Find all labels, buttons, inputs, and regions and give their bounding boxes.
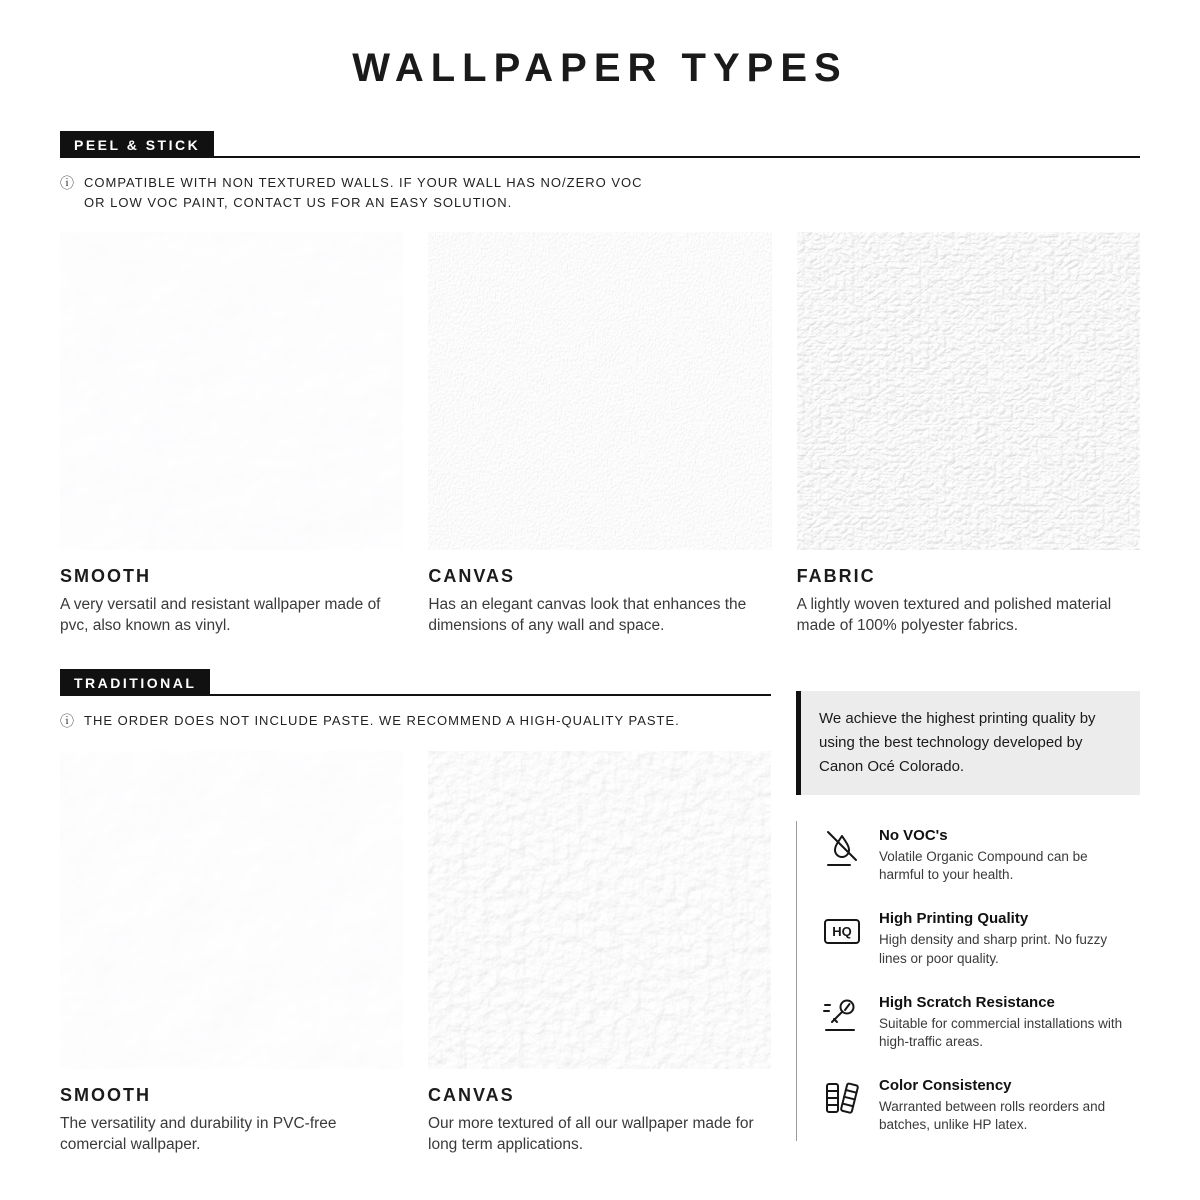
feature-title: High Scratch Resistance [879,993,1055,1011]
no-voc-icon [821,827,863,869]
traditional-note [60,711,771,731]
features-list [796,821,1140,1141]
swatch-image-canvas [428,232,771,550]
section-rule [210,694,771,696]
swatch-smooth-peel [60,232,403,637]
feature-text [879,910,1129,967]
swatch-image-smooth [60,751,403,1069]
color-consistency-icon [821,1077,863,1119]
scratch-resistance-icon [821,994,863,1036]
note-text: THE ORDER DOES NOT INCLUDE PASTE. WE RECOMMEND A HIGH-QUALITY PASTE. [84,712,680,728]
peel-and-stick-swatches [60,232,1140,637]
swatch-description: The versatility and durability in PVC-free comercial wallpaper. [60,1115,337,1154]
swatch-caption [428,1085,771,1156]
feature-high-scratch-resistance [821,994,1140,1051]
swatch-name: CANVAS [428,566,515,586]
hq-icon-label: HQ [832,924,852,940]
swatch-caption [60,1085,403,1156]
texture-canvas-coarse [428,751,771,1069]
swatch-name: CANVAS [428,1085,515,1106]
feature-title: No VOC's [879,826,948,844]
swatch-canvas-peel [428,232,771,637]
feature-color-consistency [821,1077,1140,1134]
swatch-description: A lightly woven textured and polished material made of 100% polyester fabrics. [796,596,1112,634]
section-peel-and-stick [60,131,1140,637]
swatch-description: Our more textured of all our wallpaper made for long term applications. [428,1115,754,1154]
traditional-swatches [60,751,771,1156]
swatch-description: Has an elegant canvas look that enhances the dimensions of any wall and space. [428,596,747,634]
swatch-image-fabric [797,232,1140,550]
swatch-fabric-peel [797,232,1140,637]
section-label-traditional: TRADITIONAL [60,669,210,696]
bottom-area [60,669,1140,1156]
swatch-description: A very versatil and resistant wallpaper made of pvc, also known as vinyl. [60,596,381,634]
section-traditional [60,669,771,1156]
texture-fabric-weave [797,232,1140,550]
hq-icon [821,910,863,952]
feature-description: Volatile Organic Compound can be harmful to your health. [879,848,1088,883]
printing-quality-callout [796,691,1140,795]
section-label-peel-and-stick: PEEL & STICK [60,131,214,158]
section-header-peel-and-stick [60,131,1140,158]
section-header-traditional [60,669,771,696]
section-rule [214,156,1140,158]
swatch-caption [428,566,771,637]
info-icon: ⓘ [60,175,75,191]
feature-title: Color Consistency [879,1077,1012,1095]
page-title: WALLPAPER TYPES [352,46,848,90]
feature-description: Suitable for commercial installations with high-traffic areas. [879,1015,1123,1049]
swatch-smooth-traditional [60,751,403,1156]
info-icon: ⓘ [60,712,75,729]
swatch-canvas-traditional [428,751,771,1156]
printing-quality-panel [796,691,1140,1156]
swatch-caption [797,566,1140,637]
swatch-name: SMOOTH [60,566,151,586]
note-text: COMPATIBLE WITH NON TEXTURED WALLS. IF YOUR WALL HAS NO/ZERO VOC OR LOW VOC PAINT, CONTACT US FOR AN EASY SOLUTION. [84,175,643,210]
feature-title: High Printing Quality [879,910,1029,928]
feature-text [879,1077,1129,1134]
swatch-image-smooth [60,232,403,550]
texture-canvas-fine [428,232,771,550]
peel-and-stick-note [60,173,1140,212]
feature-high-printing-quality [821,910,1140,967]
texture-smooth [60,232,403,550]
feature-description: Warranted between rolls reorders and batches, unlike HP latex. [879,1099,1106,1133]
texture-smooth [60,751,403,1069]
feature-text [879,827,1129,884]
swatch-caption [60,566,403,637]
feature-description: High density and sharp print. No fuzzy lines or poor quality. [879,932,1108,966]
swatch-name: SMOOTH [60,1085,151,1106]
swatch-image-canvas [428,751,771,1069]
swatch-name: FABRIC [796,566,876,586]
feature-no-voc [821,827,1140,884]
feature-text [879,994,1129,1051]
callout-text: We achieve the highest printing quality by using the best technology developed by Canon Océ Colorado. [819,709,1096,775]
